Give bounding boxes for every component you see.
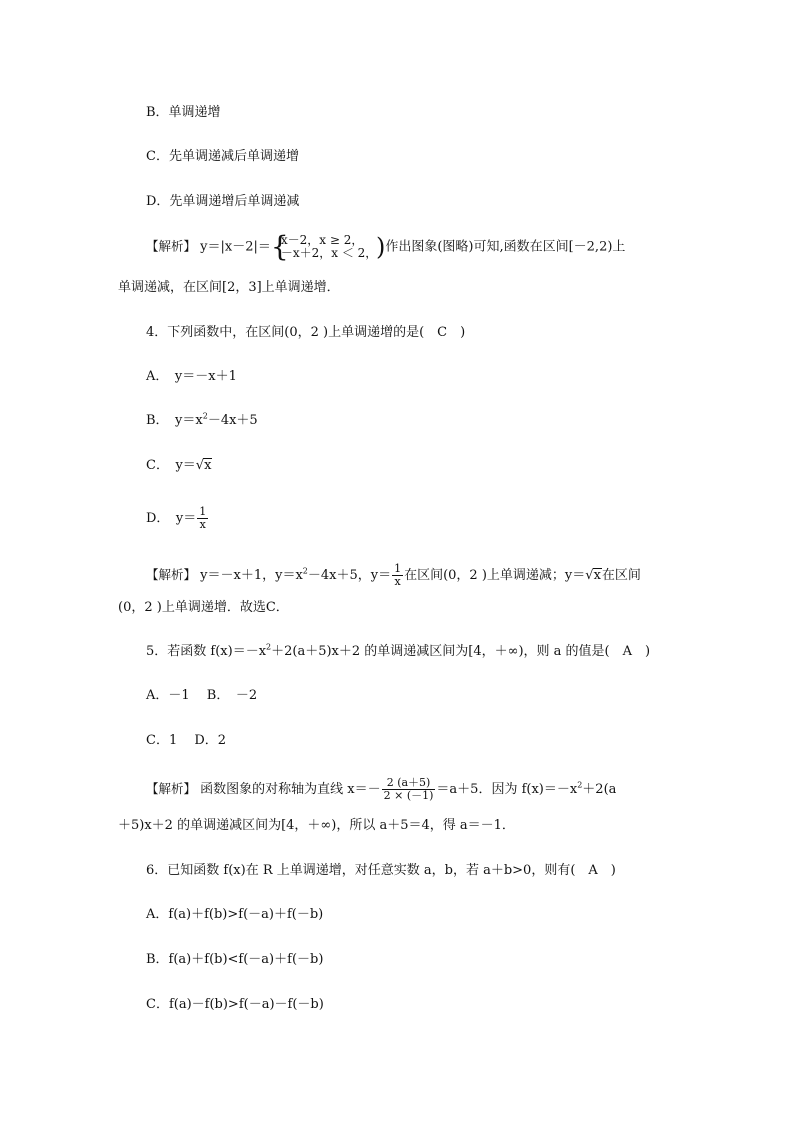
fraction-numerator: 1 <box>199 505 207 518</box>
q4-option-d-pre: D． y＝ <box>146 511 197 526</box>
q5-analysis-part3: ＋2(a <box>582 782 617 797</box>
q5-stem-exponent: 2 <box>266 642 272 652</box>
q4-analysis-radicand: x <box>593 568 601 583</box>
q3-option-d: D．先单调递增后单调递减 <box>146 194 300 209</box>
piecewise-function <box>270 230 386 263</box>
fraction-numerator: 1 <box>394 562 402 575</box>
sqrt-icon: √ <box>195 458 205 473</box>
q4-option-c-pre: C． y＝ <box>146 458 196 473</box>
q4-stem: 4．下列函数中，在区间(0，2 )上单调递增的是( C ) <box>146 325 466 340</box>
q4-option-b-pre: B． y＝x <box>146 413 203 428</box>
q4-analysis-fraction <box>392 563 403 588</box>
q4-analysis-part1: y＝－x＋1，y＝x <box>200 568 303 583</box>
q4-option-d-fraction <box>197 506 208 531</box>
fraction-denominator: x <box>199 518 206 531</box>
fraction-denominator: x <box>394 575 401 588</box>
q4-analysis-part3: 在区间(0，2 )上单调递减；y＝ <box>404 568 586 583</box>
sqrt-icon: √ <box>585 568 594 583</box>
q6-option-c: C．f(a)－f(b)>f(－a)－f(－b) <box>146 997 324 1012</box>
fraction-denominator: 2 × (－1) <box>383 789 434 802</box>
piece-row-2: －x＋2，x ＜ 2， <box>280 246 378 260</box>
q5-stem-pre: 5．若函数 f(x)＝－x <box>146 644 267 659</box>
q4-option-b-exponent: 2 <box>202 411 208 421</box>
q5-analysis-part2: ＝a＋5．因为 f(x)＝－x <box>436 782 578 797</box>
q5-stem <box>146 643 650 661</box>
q6-stem: 6．已知函数 f(x)在 R 上单调递增，对任意实数 a，b，若 a＋b>0，则有( A ) <box>146 863 616 878</box>
q4-analysis-exponent: 2 <box>302 566 308 576</box>
q5-analysis-part1: 函数图象的对称轴为直线 x＝－ <box>200 782 381 797</box>
fraction-numerator: 2 (a＋5) <box>382 777 436 790</box>
analysis-tag: 【解析】 <box>146 238 197 254</box>
q5-stem-post: ＋2(a＋5)x＋2 的单调递减区间为[4，＋∞)，则 a 的值是( A ) <box>271 644 651 659</box>
q3-analysis-line2: 单调递减，在区间[2，3]上单调递增． <box>118 280 340 295</box>
q5-analysis-exponent: 2 <box>577 780 583 790</box>
analysis-tag: 【解析】 <box>146 781 197 796</box>
q5-options-cd: C．1 D．2 <box>146 733 227 748</box>
q4-analysis-line2: (0，2 )上单调递增．故选C． <box>118 600 289 615</box>
q4-option-d <box>146 506 209 531</box>
q4-analysis-part4: 在区间 <box>601 568 641 583</box>
q5-options-ab: A．－1 B． －2 <box>146 688 258 703</box>
q5-analysis-line2: ＋5)x＋2 的单调递减区间为[4，＋∞)，所以 a＋5＝4，得 a＝－1． <box>118 818 515 833</box>
left-brace-icon: { <box>270 230 289 263</box>
q4-option-b <box>146 412 258 430</box>
right-bracket-icon: ) <box>375 233 386 261</box>
q3-option-c: C．先单调递减后单调递增 <box>146 149 299 164</box>
q3-option-b: B．单调递增 <box>146 105 221 120</box>
q4-option-c <box>146 457 212 475</box>
q4-option-b-post: －4x＋5 <box>207 413 258 428</box>
q4-analysis-part2: －4x＋5，y＝ <box>307 568 392 583</box>
q4-analysis-line1 <box>146 563 641 588</box>
q5-analysis-fraction <box>382 777 436 802</box>
analysis-tag: 【解析】 <box>146 567 197 582</box>
piece-row-1: x－2，x ≥ 2， <box>280 233 364 247</box>
q4-option-c-radicand: x <box>204 458 212 473</box>
q5-analysis-line1 <box>146 777 616 802</box>
q6-option-a: A．f(a)＋f(b)>f(－a)＋f(－b) <box>146 907 324 922</box>
q3-analysis-tail: 作出图象(图略)可知,函数在区间[－2,2)上 <box>385 239 626 255</box>
q6-option-b: B．f(a)＋f(b)<f(－a)＋f(－b) <box>146 952 324 967</box>
q3-analysis-lead: y＝|x－2|＝ <box>200 239 271 255</box>
q3-analysis-line1 <box>146 230 626 263</box>
q4-option-a: A． y＝－x＋1 <box>146 369 237 384</box>
